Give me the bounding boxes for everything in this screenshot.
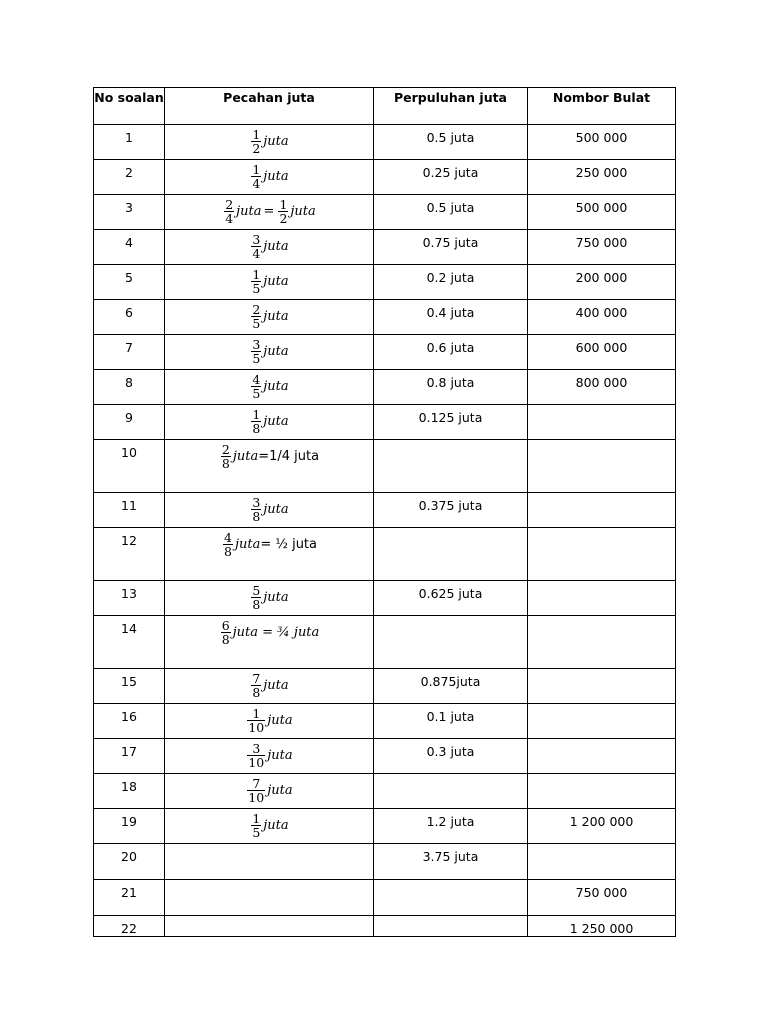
cell-nombor (528, 493, 676, 528)
cell-pecahan (165, 809, 374, 844)
cell-nombor (528, 405, 676, 440)
fraction-numerator: 2 (221, 442, 230, 457)
row-number: 18 (121, 779, 137, 794)
cell-no (94, 844, 165, 880)
cell-no (94, 493, 165, 528)
cell-pecahan (165, 265, 374, 300)
fraction-expression (249, 338, 288, 365)
fraction-expression (249, 128, 288, 155)
fraction-expression (222, 198, 316, 225)
decimal-value: 0.5 juta (426, 130, 475, 145)
cell-perpuluhan (374, 739, 528, 774)
fraction-denominator: 10 (248, 790, 265, 805)
whole-number-value: 200 000 (575, 270, 628, 285)
decimal-value: 0.1 juta (426, 709, 475, 724)
cell-perpuluhan (374, 440, 528, 493)
fraction-denominator: 4 (252, 246, 261, 261)
table-row (94, 265, 676, 300)
whole-number-value: 600 000 (575, 340, 628, 355)
whole-number-value (528, 493, 675, 499)
cell-perpuluhan (374, 528, 528, 581)
cell-no (94, 405, 165, 440)
unit-label: juta (236, 204, 262, 219)
table-row (94, 493, 676, 528)
fraction-numerator: 3 (252, 495, 261, 510)
header-nombor: Nombor Bulat (528, 88, 676, 125)
whole-number-value: 750 000 (575, 235, 628, 250)
row-number: 22 (121, 921, 137, 936)
row-number: 9 (125, 410, 133, 425)
fraction-denominator: 8 (223, 544, 232, 559)
cell-nombor (528, 809, 676, 844)
fraction (251, 408, 261, 435)
whole-number-value (528, 405, 675, 411)
cell-no (94, 528, 165, 581)
fraction (251, 584, 261, 611)
cell-no (94, 335, 165, 370)
row-number: 2 (125, 165, 133, 180)
fraction-numerator: 1 (252, 267, 261, 282)
suffix-text: = ½ juta (260, 537, 317, 552)
row-number: 8 (125, 375, 133, 390)
cell-perpuluhan (374, 704, 528, 739)
fraction-denominator: 8 (221, 456, 230, 471)
cell-nombor (528, 370, 676, 405)
unit-label: juta (263, 818, 289, 833)
row-number: 13 (121, 586, 137, 601)
fraction-denominator: 5 (252, 386, 261, 401)
unit-label: juta (263, 502, 289, 517)
fraction-table (93, 87, 676, 937)
row-number: 7 (125, 340, 133, 355)
fraction-numerator: 3 (252, 232, 261, 247)
fraction (251, 233, 261, 260)
table-row (94, 809, 676, 844)
unit-label: juta (263, 344, 289, 359)
fraction-expression (249, 303, 288, 330)
fraction-numerator: 7 (252, 776, 261, 791)
whole-number-value: 800 000 (575, 375, 628, 390)
cell-pecahan (165, 916, 374, 937)
fraction-denominator: 4 (225, 211, 234, 226)
cell-perpuluhan (374, 581, 528, 616)
whole-number-value: 250 000 (575, 165, 628, 180)
fraction-expression (245, 777, 292, 804)
row-number: 3 (125, 200, 133, 215)
equals-sign: = (263, 204, 275, 219)
decimal-value: 3.75 juta (422, 849, 479, 864)
cell-perpuluhan (374, 844, 528, 880)
fraction (223, 531, 233, 558)
cell-no (94, 669, 165, 704)
decimal-value: 0.375 juta (418, 498, 483, 513)
decimal-value: 0.875juta (420, 674, 481, 689)
fraction-numerator: 1 (279, 197, 288, 212)
decimal-value: 1.2 juta (426, 814, 475, 829)
cell-pecahan (165, 616, 374, 669)
fraction-denominator: 5 (252, 316, 261, 331)
cell-no (94, 300, 165, 335)
cell-nombor (528, 916, 676, 937)
decimal-value: 0.3 juta (426, 744, 475, 759)
fraction (247, 742, 265, 769)
decimal-value (374, 528, 527, 534)
unit-label: juta (263, 678, 289, 693)
cell-pecahan (165, 739, 374, 774)
cell-nombor (528, 230, 676, 265)
fraction-denominator: 2 (252, 141, 261, 156)
cell-no (94, 916, 165, 937)
fraction (278, 198, 288, 225)
row-number: 11 (121, 498, 137, 513)
table-row (94, 669, 676, 704)
fraction-denominator: 8 (252, 509, 261, 524)
whole-number-value (528, 739, 675, 745)
cell-nombor (528, 581, 676, 616)
fraction-denominator: 8 (252, 685, 261, 700)
table-row (94, 335, 676, 370)
unit-label: juta = ¾ juta (232, 625, 320, 640)
cell-nombor (528, 844, 676, 880)
unit-label: juta (263, 169, 289, 184)
cell-perpuluhan (374, 265, 528, 300)
fraction-numerator: 1 (252, 127, 261, 142)
cell-pecahan (165, 880, 374, 916)
fraction-numerator: 1 (252, 811, 261, 826)
cell-pecahan (165, 669, 374, 704)
cell-pecahan (165, 774, 374, 809)
fraction-denominator: 4 (252, 176, 261, 191)
decimal-value (374, 440, 527, 446)
unit-label: juta (263, 590, 289, 605)
cell-pecahan (165, 440, 374, 493)
decimal-value: 0.25 juta (422, 165, 479, 180)
cell-perpuluhan (374, 916, 528, 937)
fraction-numerator: 1 (252, 706, 261, 721)
fraction-numerator: 5 (252, 583, 261, 598)
fraction (251, 303, 261, 330)
fraction-expression (249, 496, 288, 523)
whole-number-value (528, 616, 675, 622)
cell-nombor (528, 739, 676, 774)
fraction (251, 338, 261, 365)
cell-pecahan (165, 581, 374, 616)
cell-no (94, 195, 165, 230)
fraction-denominator: 5 (252, 281, 261, 296)
fraction-expression (245, 707, 292, 734)
decimal-value: 0.125 juta (418, 410, 483, 425)
table-row (94, 300, 676, 335)
row-number: 6 (125, 305, 133, 320)
whole-number-value: 500 000 (575, 130, 628, 145)
decimal-value: 0.2 juta (426, 270, 475, 285)
fraction-expression (245, 742, 292, 769)
decimal-value: 0.6 juta (426, 340, 475, 355)
fraction (251, 812, 261, 839)
row-number: 16 (121, 709, 137, 724)
unit-label: juta (290, 204, 316, 219)
table-row (94, 916, 676, 937)
whole-number-value (528, 774, 675, 780)
cell-pecahan (165, 230, 374, 265)
fraction (224, 198, 234, 225)
row-number: 19 (121, 814, 137, 829)
fraction-expression (249, 812, 288, 839)
cell-no (94, 125, 165, 160)
cell-perpuluhan (374, 370, 528, 405)
fraction-expression (249, 672, 288, 699)
fraction-expression (221, 531, 317, 558)
whole-number-value (528, 844, 675, 850)
unit-label: juta (263, 414, 289, 429)
row-number: 10 (121, 445, 137, 460)
table-row (94, 160, 676, 195)
cell-no (94, 704, 165, 739)
cell-nombor (528, 880, 676, 916)
cell-perpuluhan (374, 880, 528, 916)
decimal-value: 0.8 juta (426, 375, 475, 390)
table-row (94, 880, 676, 916)
fraction-numerator: 2 (252, 302, 261, 317)
whole-number-value (528, 581, 675, 587)
fraction-numerator: 6 (221, 618, 230, 633)
cell-nombor (528, 774, 676, 809)
cell-pecahan (165, 493, 374, 528)
unit-label: juta (263, 379, 289, 394)
row-number: 20 (121, 849, 137, 864)
fraction (251, 672, 261, 699)
whole-number-value: 1 200 000 (569, 814, 634, 829)
fraction (251, 373, 261, 400)
cell-perpuluhan (374, 230, 528, 265)
cell-nombor (528, 335, 676, 370)
cell-pecahan (165, 844, 374, 880)
whole-number-value (528, 669, 675, 675)
table-row (94, 528, 676, 581)
row-number: 12 (121, 533, 137, 548)
cell-nombor (528, 704, 676, 739)
table-row (94, 739, 676, 774)
cell-pecahan (165, 125, 374, 160)
cell-perpuluhan (374, 616, 528, 669)
whole-number-value (528, 440, 675, 446)
suffix-text: =1/4 juta (258, 449, 320, 464)
row-number: 21 (121, 885, 137, 900)
fraction (251, 496, 261, 523)
fraction (221, 619, 231, 646)
row-number: 14 (121, 621, 137, 636)
table-row (94, 440, 676, 493)
decimal-value: 0.5 juta (426, 200, 475, 215)
header-perpuluhan: Perpuluhan juta (374, 88, 528, 125)
fraction-denominator: 8 (252, 421, 261, 436)
unit-label: juta (232, 449, 259, 464)
cell-nombor (528, 669, 676, 704)
cell-perpuluhan (374, 335, 528, 370)
fraction-numerator: 1 (252, 162, 261, 177)
table-row (94, 230, 676, 265)
fraction-expression (219, 443, 319, 470)
unit-label: juta (234, 537, 261, 552)
decimal-value (374, 774, 527, 780)
cell-nombor (528, 125, 676, 160)
fraction (251, 128, 261, 155)
table-row (94, 405, 676, 440)
header-no: No soalan (94, 88, 165, 125)
cell-perpuluhan (374, 160, 528, 195)
fraction-expression (249, 373, 288, 400)
table-row (94, 704, 676, 739)
cell-no (94, 230, 165, 265)
fraction-expression (249, 163, 288, 190)
cell-no (94, 370, 165, 405)
whole-number-value (528, 704, 675, 710)
header-row (94, 88, 676, 125)
decimal-value: 0.625 juta (418, 586, 483, 601)
cell-no (94, 739, 165, 774)
cell-nombor (528, 528, 676, 581)
cell-perpuluhan (374, 125, 528, 160)
cell-perpuluhan (374, 405, 528, 440)
fraction (251, 163, 261, 190)
unit-label: juta (263, 274, 289, 289)
decimal-value (374, 616, 527, 622)
cell-perpuluhan (374, 195, 528, 230)
cell-perpuluhan (374, 669, 528, 704)
cell-nombor (528, 616, 676, 669)
fraction-denominator: 5 (252, 351, 261, 366)
unit-label: juta (263, 309, 289, 324)
cell-nombor (528, 300, 676, 335)
fraction-numerator: 3 (252, 337, 261, 352)
cell-pecahan (165, 195, 374, 230)
decimal-value (374, 916, 527, 922)
cell-pecahan (165, 300, 374, 335)
whole-number-value (528, 528, 675, 534)
decimal-value: 0.4 juta (426, 305, 475, 320)
fraction-numerator: 2 (225, 197, 234, 212)
cell-no (94, 616, 165, 669)
table-row (94, 774, 676, 809)
fraction-expression (249, 584, 288, 611)
fraction-expression (249, 268, 288, 295)
cell-no (94, 440, 165, 493)
fraction-numerator: 1 (252, 407, 261, 422)
unit-label: juta (267, 713, 293, 728)
unit-label: juta (263, 134, 289, 149)
fraction-numerator: 3 (252, 741, 261, 756)
cell-perpuluhan (374, 809, 528, 844)
cell-nombor (528, 195, 676, 230)
unit-label: juta (267, 783, 293, 798)
cell-no (94, 581, 165, 616)
unit-label: juta (263, 239, 289, 254)
fraction-denominator: 8 (252, 597, 261, 612)
decimal-value: 0.75 juta (422, 235, 479, 250)
cell-pecahan (165, 370, 374, 405)
fraction-numerator: 4 (252, 372, 261, 387)
fraction-numerator: 4 (223, 530, 232, 545)
fraction-numerator: 7 (252, 671, 261, 686)
cell-perpuluhan (374, 774, 528, 809)
cell-pecahan (165, 335, 374, 370)
table-row (94, 370, 676, 405)
fraction (247, 707, 265, 734)
cell-pecahan (165, 528, 374, 581)
cell-pecahan (165, 405, 374, 440)
row-number: 5 (125, 270, 133, 285)
cell-nombor (528, 265, 676, 300)
fraction-denominator: 10 (248, 720, 265, 735)
header-pecahan: Pecahan juta (165, 88, 374, 125)
table-row (94, 616, 676, 669)
whole-number-value: 1 250 000 (569, 921, 634, 936)
row-number: 15 (121, 674, 137, 689)
row-number: 1 (125, 130, 133, 145)
cell-nombor (528, 160, 676, 195)
fraction-denominator: 8 (221, 632, 230, 647)
whole-number-value: 500 000 (575, 200, 628, 215)
cell-no (94, 774, 165, 809)
fraction-denominator: 10 (248, 755, 265, 770)
fraction-expression (249, 408, 288, 435)
fraction-expression (219, 619, 320, 646)
decimal-value (374, 880, 527, 886)
fraction (247, 777, 265, 804)
fraction (221, 443, 231, 470)
cell-perpuluhan (374, 300, 528, 335)
fraction (251, 268, 261, 295)
table-row (94, 195, 676, 230)
cell-nombor (528, 440, 676, 493)
cell-no (94, 265, 165, 300)
row-number: 17 (121, 744, 137, 759)
row-number: 4 (125, 235, 133, 250)
table-row (94, 125, 676, 160)
cell-no (94, 880, 165, 916)
whole-number-value: 400 000 (575, 305, 628, 320)
cell-pecahan (165, 704, 374, 739)
whole-number-value: 750 000 (575, 885, 628, 900)
fraction-denominator: 2 (279, 211, 288, 226)
cell-no (94, 160, 165, 195)
fraction-denominator: 5 (252, 825, 261, 840)
unit-label: juta (267, 748, 293, 763)
cell-no (94, 809, 165, 844)
fraction-expression (249, 233, 288, 260)
cell-perpuluhan (374, 493, 528, 528)
table-row (94, 844, 676, 880)
cell-pecahan (165, 160, 374, 195)
table-row (94, 581, 676, 616)
